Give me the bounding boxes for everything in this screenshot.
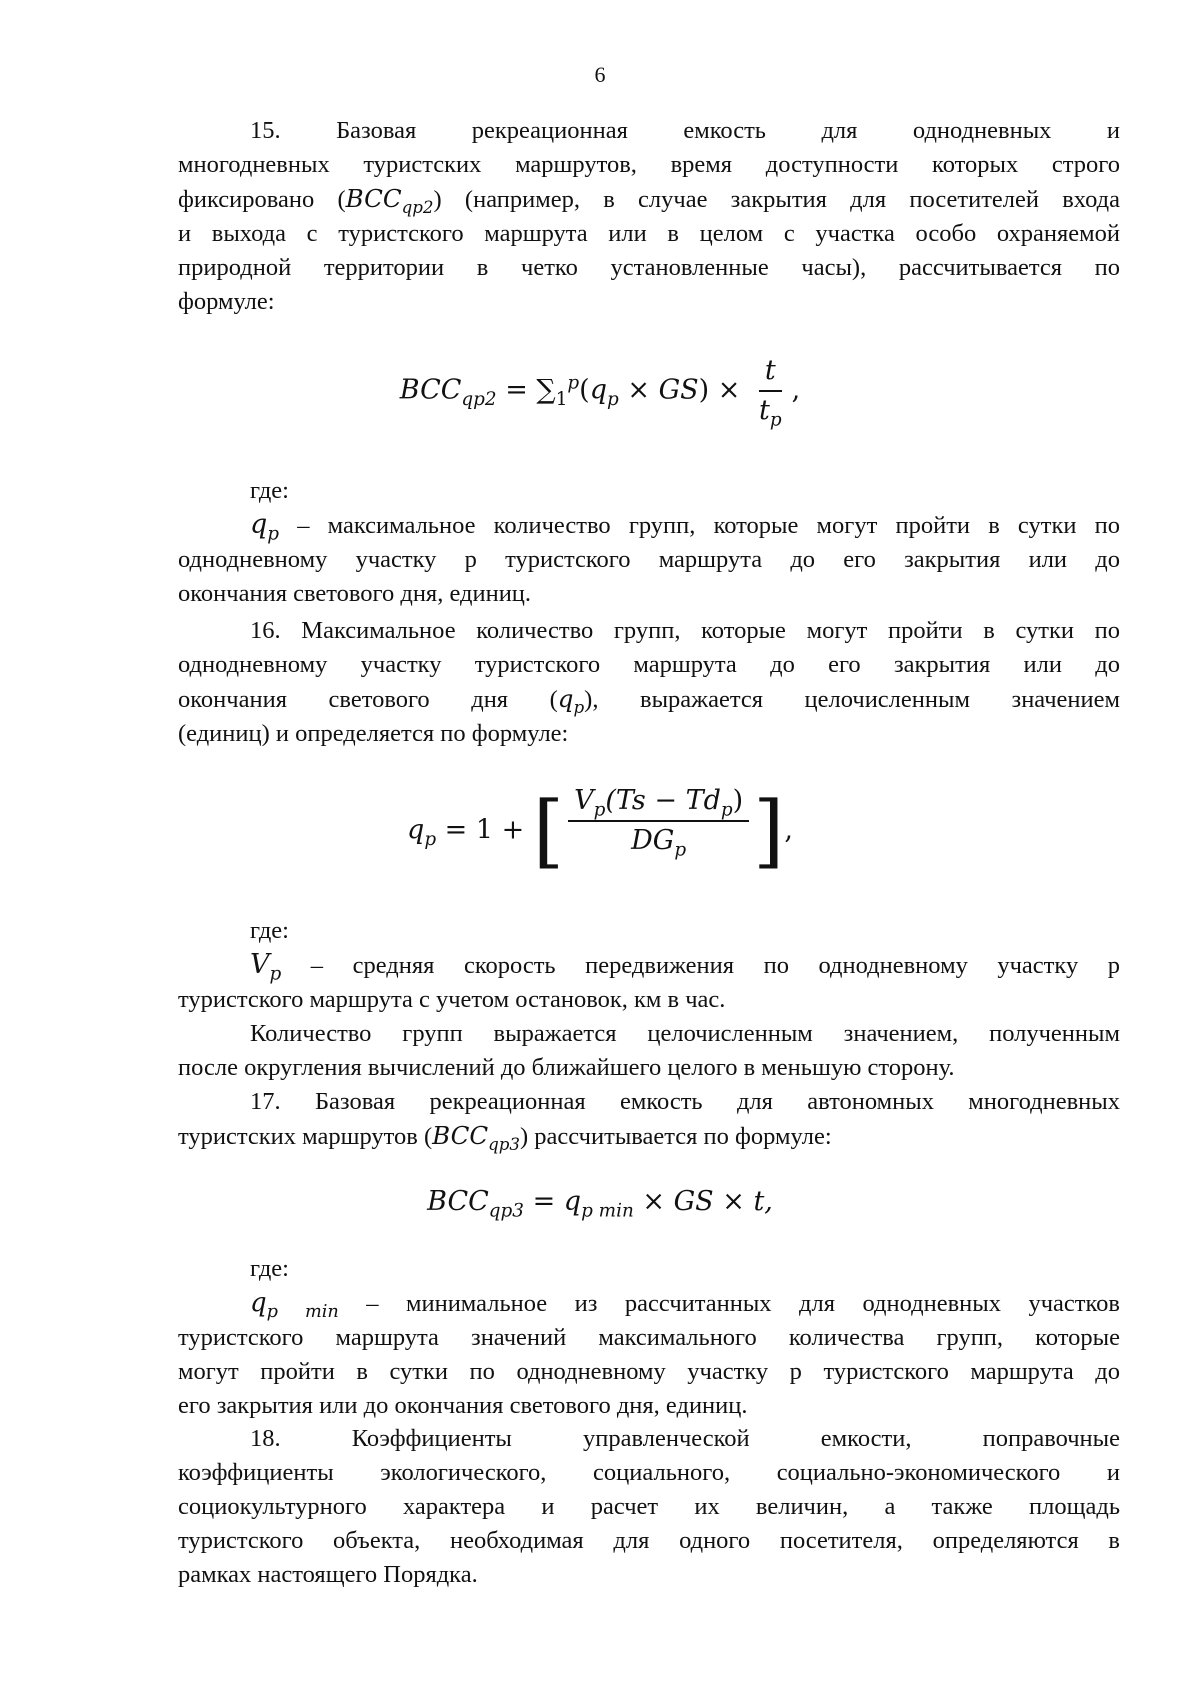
left-floor-bracket: [ <box>532 784 565 877</box>
p17-line-1: 17. Базовая рекреационная емкость для автономных многодневных <box>250 1088 1120 1115</box>
p15-line-5: природной территории в четко установленные часы), рассчитывается по <box>178 254 1120 281</box>
where-label-3: где: <box>250 1255 289 1282</box>
qp-def-line-3: окончания светового дня, единиц. <box>178 580 532 607</box>
p18-line-2: коэффициенты экологического, социального, социально-экономического и <box>178 1459 1120 1486</box>
paragraph-15 <box>178 114 1120 319</box>
paragraph-17 <box>178 1085 1120 1154</box>
qp-def-line-2: однодневному участку p туристского маршрута до его закрытия или до <box>178 546 1120 573</box>
p18-line-3: социокультурного характера и расчет их величин, а также площадь <box>178 1493 1120 1520</box>
vp-def-line-1: $V_p$ – средняя скорость передвижения по однодневному участку p <box>250 949 1120 985</box>
where-label-2: где: <box>250 917 289 944</box>
p16-line-2: однодневному участку туристского маршрута до его закрытия или до <box>178 651 1120 678</box>
where-block-2 <box>178 914 1120 1085</box>
p15-line-2: многодневных туристских маршрутов, время доступности которых строго <box>178 151 1120 178</box>
qpmin-def-line-1: $q_{p min}$ – минимальное из рассчитанных для однодневных участков <box>250 1288 1120 1323</box>
vp-def-line-2: туристского маршрута с учетом остановок, км в час. <box>178 986 726 1013</box>
p18-line-1: 18. Коэффициенты управленческой емкости, поправочные <box>250 1425 1120 1452</box>
p18-line-5: рамках настоящего Порядка. <box>178 1561 478 1588</box>
formula-bcc-qp2: $BCC_{qp2} = \sum_1^p(q_p \times GS)$ × $\frac{t}{t_p}$ , <box>399 355 801 431</box>
where-block-3 <box>178 1252 1120 1423</box>
page-number: 6 <box>594 62 606 87</box>
formula-qp: $q_p = 1$ + [ $\frac{V_p(Ts - Td_p)}{DG_p}$ ] , <box>407 784 793 877</box>
p15-line-4: и выхода с туристского маршрута или в целом с участка особо охраняемой <box>178 220 1120 247</box>
p15-line-6: формуле: <box>178 288 275 315</box>
qp-def-line-1: $q_p$ – максимальное количество групп, которые могут пройти в сутки по <box>250 509 1120 545</box>
qpmin-def-line-4: его закрытия или до окончания светового дня, единиц. <box>178 1392 748 1419</box>
p15-line-3: фиксировано $(BCC_{qp2})$ (например, в случае закрытия для посетителей входа <box>178 184 1121 217</box>
formula-bcc-qp3: $BCC_{qp3} = q_{p min}$ × GS × t, <box>427 1186 773 1222</box>
paragraph-18 <box>178 1422 1120 1592</box>
p15-line-1: 15. Базовая рекреационная емкость для однодневных и <box>250 117 1120 144</box>
p16-line-4: (единиц) и определяется по формуле: <box>178 720 569 747</box>
qpmin-def-line-2: туристского маршрута значений максимального количества групп, которые <box>178 1324 1120 1351</box>
groups-note-line-1: Количество групп выражается целочисленным значением, полученным <box>250 1020 1120 1047</box>
where-label-1: где: <box>250 477 289 504</box>
p17-line-2: туристских маршрутов $(BCC_{qp3})$ рассчитывается по формуле: <box>178 1121 832 1154</box>
where-block-1 <box>178 474 1120 611</box>
p16-line-1: 16. Максимальное количество групп, которые могут пройти в сутки по <box>250 617 1120 644</box>
groups-note-line-2: после округления вычислений до ближайшего целого в меньшую сторону. <box>178 1054 955 1081</box>
qpmin-def-line-3: могут пройти в сутки по однодневному участку p туристского маршрута до <box>178 1358 1120 1385</box>
p16-line-3: окончания светового дня $(q_p)$, выражается целочисленным значением <box>178 684 1121 717</box>
paragraph-16 <box>178 614 1120 751</box>
p18-line-4: туристского объекта, необходимая для одного посетителя, определяются в <box>178 1527 1120 1554</box>
right-floor-bracket: ] <box>753 784 785 877</box>
